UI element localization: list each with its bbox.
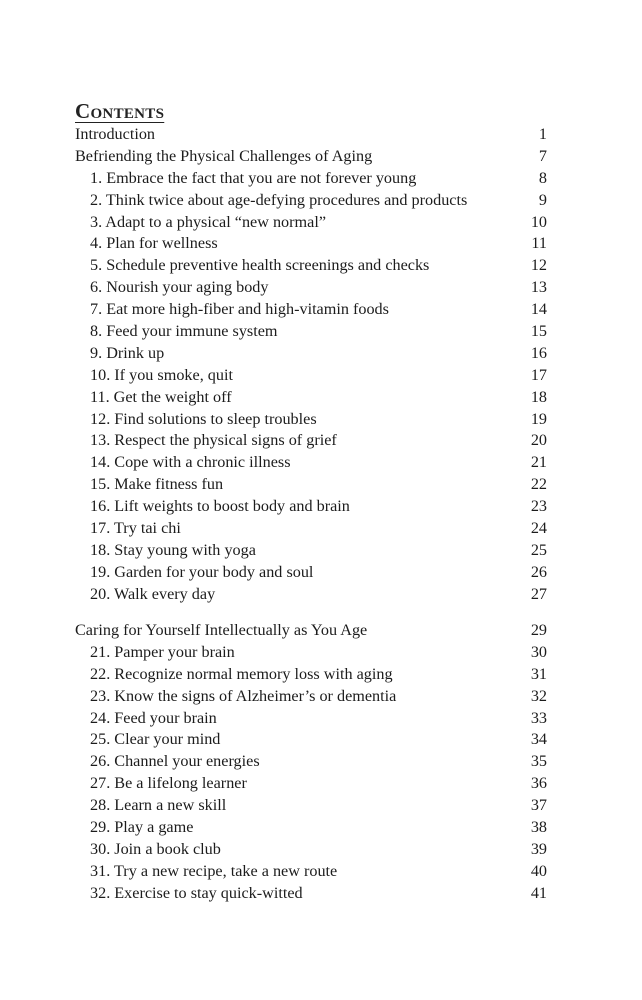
page-title: Contents	[75, 99, 165, 124]
toc-entry-title: 9. Drink up	[90, 343, 165, 362]
toc-page-number: 21	[530, 453, 547, 472]
toc-page-number: 33	[530, 708, 547, 727]
toc-entry-title: 17. Try tai chi	[90, 519, 181, 538]
toc-entry	[75, 255, 547, 277]
toc-page-number: 20	[530, 431, 547, 450]
toc-entry	[75, 233, 547, 255]
toc-page-number: 16	[530, 343, 547, 362]
toc-page-number: 29	[530, 621, 547, 639]
toc-part-heading	[75, 146, 547, 168]
toc-entry-title: 28. Learn a new skill	[90, 796, 227, 815]
toc-entry	[75, 365, 547, 387]
toc-entry-title: 1. Embrace the fact that you are not forever young	[90, 168, 417, 187]
toc-page-number: 30	[530, 642, 547, 661]
toc-entry-title: 13. Respect the physical signs of grief	[90, 431, 337, 450]
toc-entry-title: Introduction	[75, 125, 156, 143]
toc-entry	[75, 409, 547, 431]
toc-entry	[75, 190, 547, 212]
toc-page-number: 12	[530, 256, 547, 275]
toc-page-number: 27	[530, 584, 547, 603]
toc-entry-title: 2. Think twice about age-defying procedures and products	[90, 190, 468, 209]
toc-page-number: 22	[530, 475, 547, 494]
toc-entry-title: 32. Exercise to stay quick-witted	[90, 883, 303, 902]
toc-entry-title: 8. Feed your immune system	[90, 322, 278, 341]
toc-page-number: 38	[530, 818, 547, 837]
toc-entry-title: 15. Make fitness fun	[90, 475, 224, 494]
toc-page-number: 40	[530, 861, 547, 880]
toc-entry	[75, 584, 547, 606]
toc-entry	[75, 883, 547, 905]
toc-page-number: 31	[530, 664, 547, 683]
toc-entry	[75, 277, 547, 299]
toc-entry-title: Caring for Yourself Intellectually as You Age	[75, 621, 368, 639]
toc-entry-title: 26. Channel your energies	[90, 752, 260, 771]
toc-entry-title: 23. Know the signs of Alzheimer’s or dementia	[90, 686, 397, 705]
toc-page-number: 14	[530, 300, 547, 319]
toc-entry-title: 20. Walk every day	[90, 584, 216, 603]
toc-entry	[75, 729, 547, 751]
toc-entry	[75, 387, 547, 409]
toc-page-number: 1	[538, 125, 547, 143]
toc-page-number: 17	[530, 365, 547, 384]
toc-entry-title: 7. Eat more high-fiber and high-vitamin foods	[90, 300, 389, 319]
toc-entry-title: 24. Feed your brain	[90, 708, 217, 727]
toc-entry-title: 4. Plan for wellness	[90, 234, 218, 253]
toc-entry-title: 29. Play a game	[90, 818, 194, 837]
toc-page-number: 24	[530, 519, 547, 538]
toc-entry-title: 16. Lift weights to boost body and brain	[90, 497, 350, 516]
toc-page-number: 19	[530, 409, 547, 428]
toc-entry-title: 14. Cope with a chronic illness	[90, 453, 291, 472]
toc-entry	[75, 321, 547, 343]
toc-entry	[75, 839, 547, 861]
toc-entry	[75, 452, 547, 474]
toc-entry-title: 3. Adapt to a physical “new normal”	[90, 212, 326, 231]
toc-page-number: 26	[530, 562, 547, 581]
toc-page-number: 8	[538, 168, 547, 187]
toc-page-number: 37	[530, 796, 547, 815]
toc-entry	[75, 795, 547, 817]
toc-page-number: 36	[530, 774, 547, 793]
toc-entry	[75, 861, 547, 883]
toc-entry-title: 30. Join a book club	[90, 839, 221, 858]
toc-entry-title: 6. Nourish your aging body	[90, 278, 269, 297]
toc-entry	[75, 562, 547, 584]
toc-entry	[75, 664, 547, 686]
toc-page-number: 39	[530, 839, 547, 858]
toc-entry	[75, 474, 547, 496]
toc-entry-title: Befriending the Physical Challenges of Aging	[75, 146, 373, 165]
toc-page-number: 13	[530, 278, 547, 297]
toc-part-heading	[75, 124, 547, 146]
toc-entry-title: 10. If you smoke, quit	[90, 365, 233, 384]
toc-entry-title: 25. Clear your mind	[90, 730, 221, 749]
toc-entry	[75, 817, 547, 839]
toc-entry	[75, 751, 547, 773]
toc-entry-title: 31. Try a new recipe, take a new route	[90, 861, 338, 880]
toc-entry	[75, 518, 547, 540]
toc-entry	[75, 708, 547, 730]
toc-entry-title: 18. Stay young with yoga	[90, 540, 256, 559]
toc-entry	[75, 430, 547, 452]
toc-entry-title: 5. Schedule preventive health screenings and checks	[90, 256, 430, 275]
toc-entry-title: 11. Get the weight off	[90, 387, 232, 406]
toc-entry-title: 21. Pamper your brain	[90, 642, 235, 661]
toc-entry-title: 19. Garden for your body and soul	[90, 562, 314, 581]
toc-entry	[75, 540, 547, 562]
toc-section-2	[75, 620, 547, 905]
toc-page-number: 18	[530, 387, 547, 406]
toc-entry	[75, 168, 547, 190]
toc-part-heading	[75, 620, 547, 642]
toc-page-number: 7	[538, 146, 547, 165]
toc-entry	[75, 773, 547, 795]
toc-section-1	[75, 124, 547, 606]
toc-page-number: 32	[530, 686, 547, 705]
toc-page-number: 23	[530, 497, 547, 516]
toc-page-number: 25	[530, 540, 547, 559]
toc-entry-title: 22. Recognize normal memory loss with aging	[90, 664, 393, 683]
toc-entry-title: 27. Be a lifelong learner	[90, 774, 247, 793]
toc-entry	[75, 642, 547, 664]
toc-page-number: 34	[530, 730, 547, 749]
toc-entry	[75, 686, 547, 708]
toc-entry	[75, 212, 547, 234]
toc-entry	[75, 299, 547, 321]
toc-page-number: 41	[530, 883, 547, 902]
toc-page-number: 9	[538, 190, 547, 209]
toc-entry	[75, 343, 547, 365]
toc-entry-title: 12. Find solutions to sleep troubles	[90, 409, 317, 428]
toc-page-number: 11	[531, 234, 547, 253]
toc-page-number: 15	[530, 322, 547, 341]
toc-page-number: 35	[530, 752, 547, 771]
toc-entry	[75, 496, 547, 518]
toc-page-number: 10	[530, 212, 547, 231]
